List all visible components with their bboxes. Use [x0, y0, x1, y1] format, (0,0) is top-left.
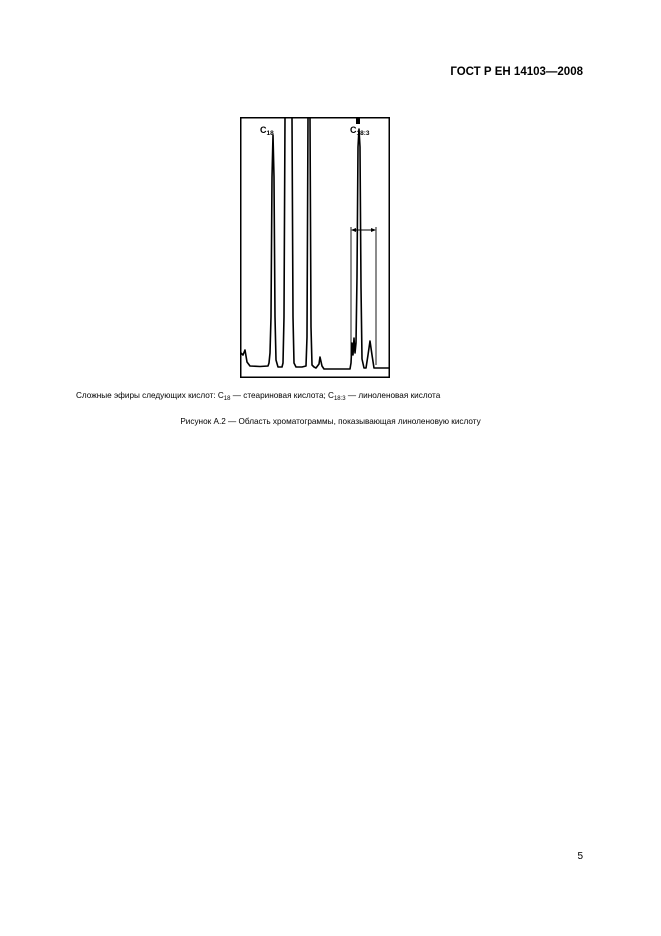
arrow-head-right	[371, 228, 376, 232]
peak-label-c18-3: $C_{18:3}$	[350, 125, 370, 137]
chromatogram-trace	[241, 117, 389, 369]
page-number: 5	[577, 851, 583, 862]
chromatogram-frame	[241, 118, 390, 378]
peak-marker	[356, 118, 360, 124]
document-code: ГОСТ Р ЕН 14103—2008	[450, 66, 583, 78]
peak-label-c18: $C_{18}$	[260, 125, 274, 137]
chromatogram-svg	[240, 117, 390, 378]
arrow-head-left	[351, 228, 356, 232]
figure-legend: Сложные эфиры следующих кислот: $C_{18}$ — стеариновая кислота; $C_{18:3}$ — линоленовая кислота	[76, 391, 441, 402]
figure-caption: Рисунок А.2 — Область хроматограммы, показывающая линоленовую кислоту	[180, 417, 481, 426]
chromatogram-figure	[240, 117, 390, 378]
